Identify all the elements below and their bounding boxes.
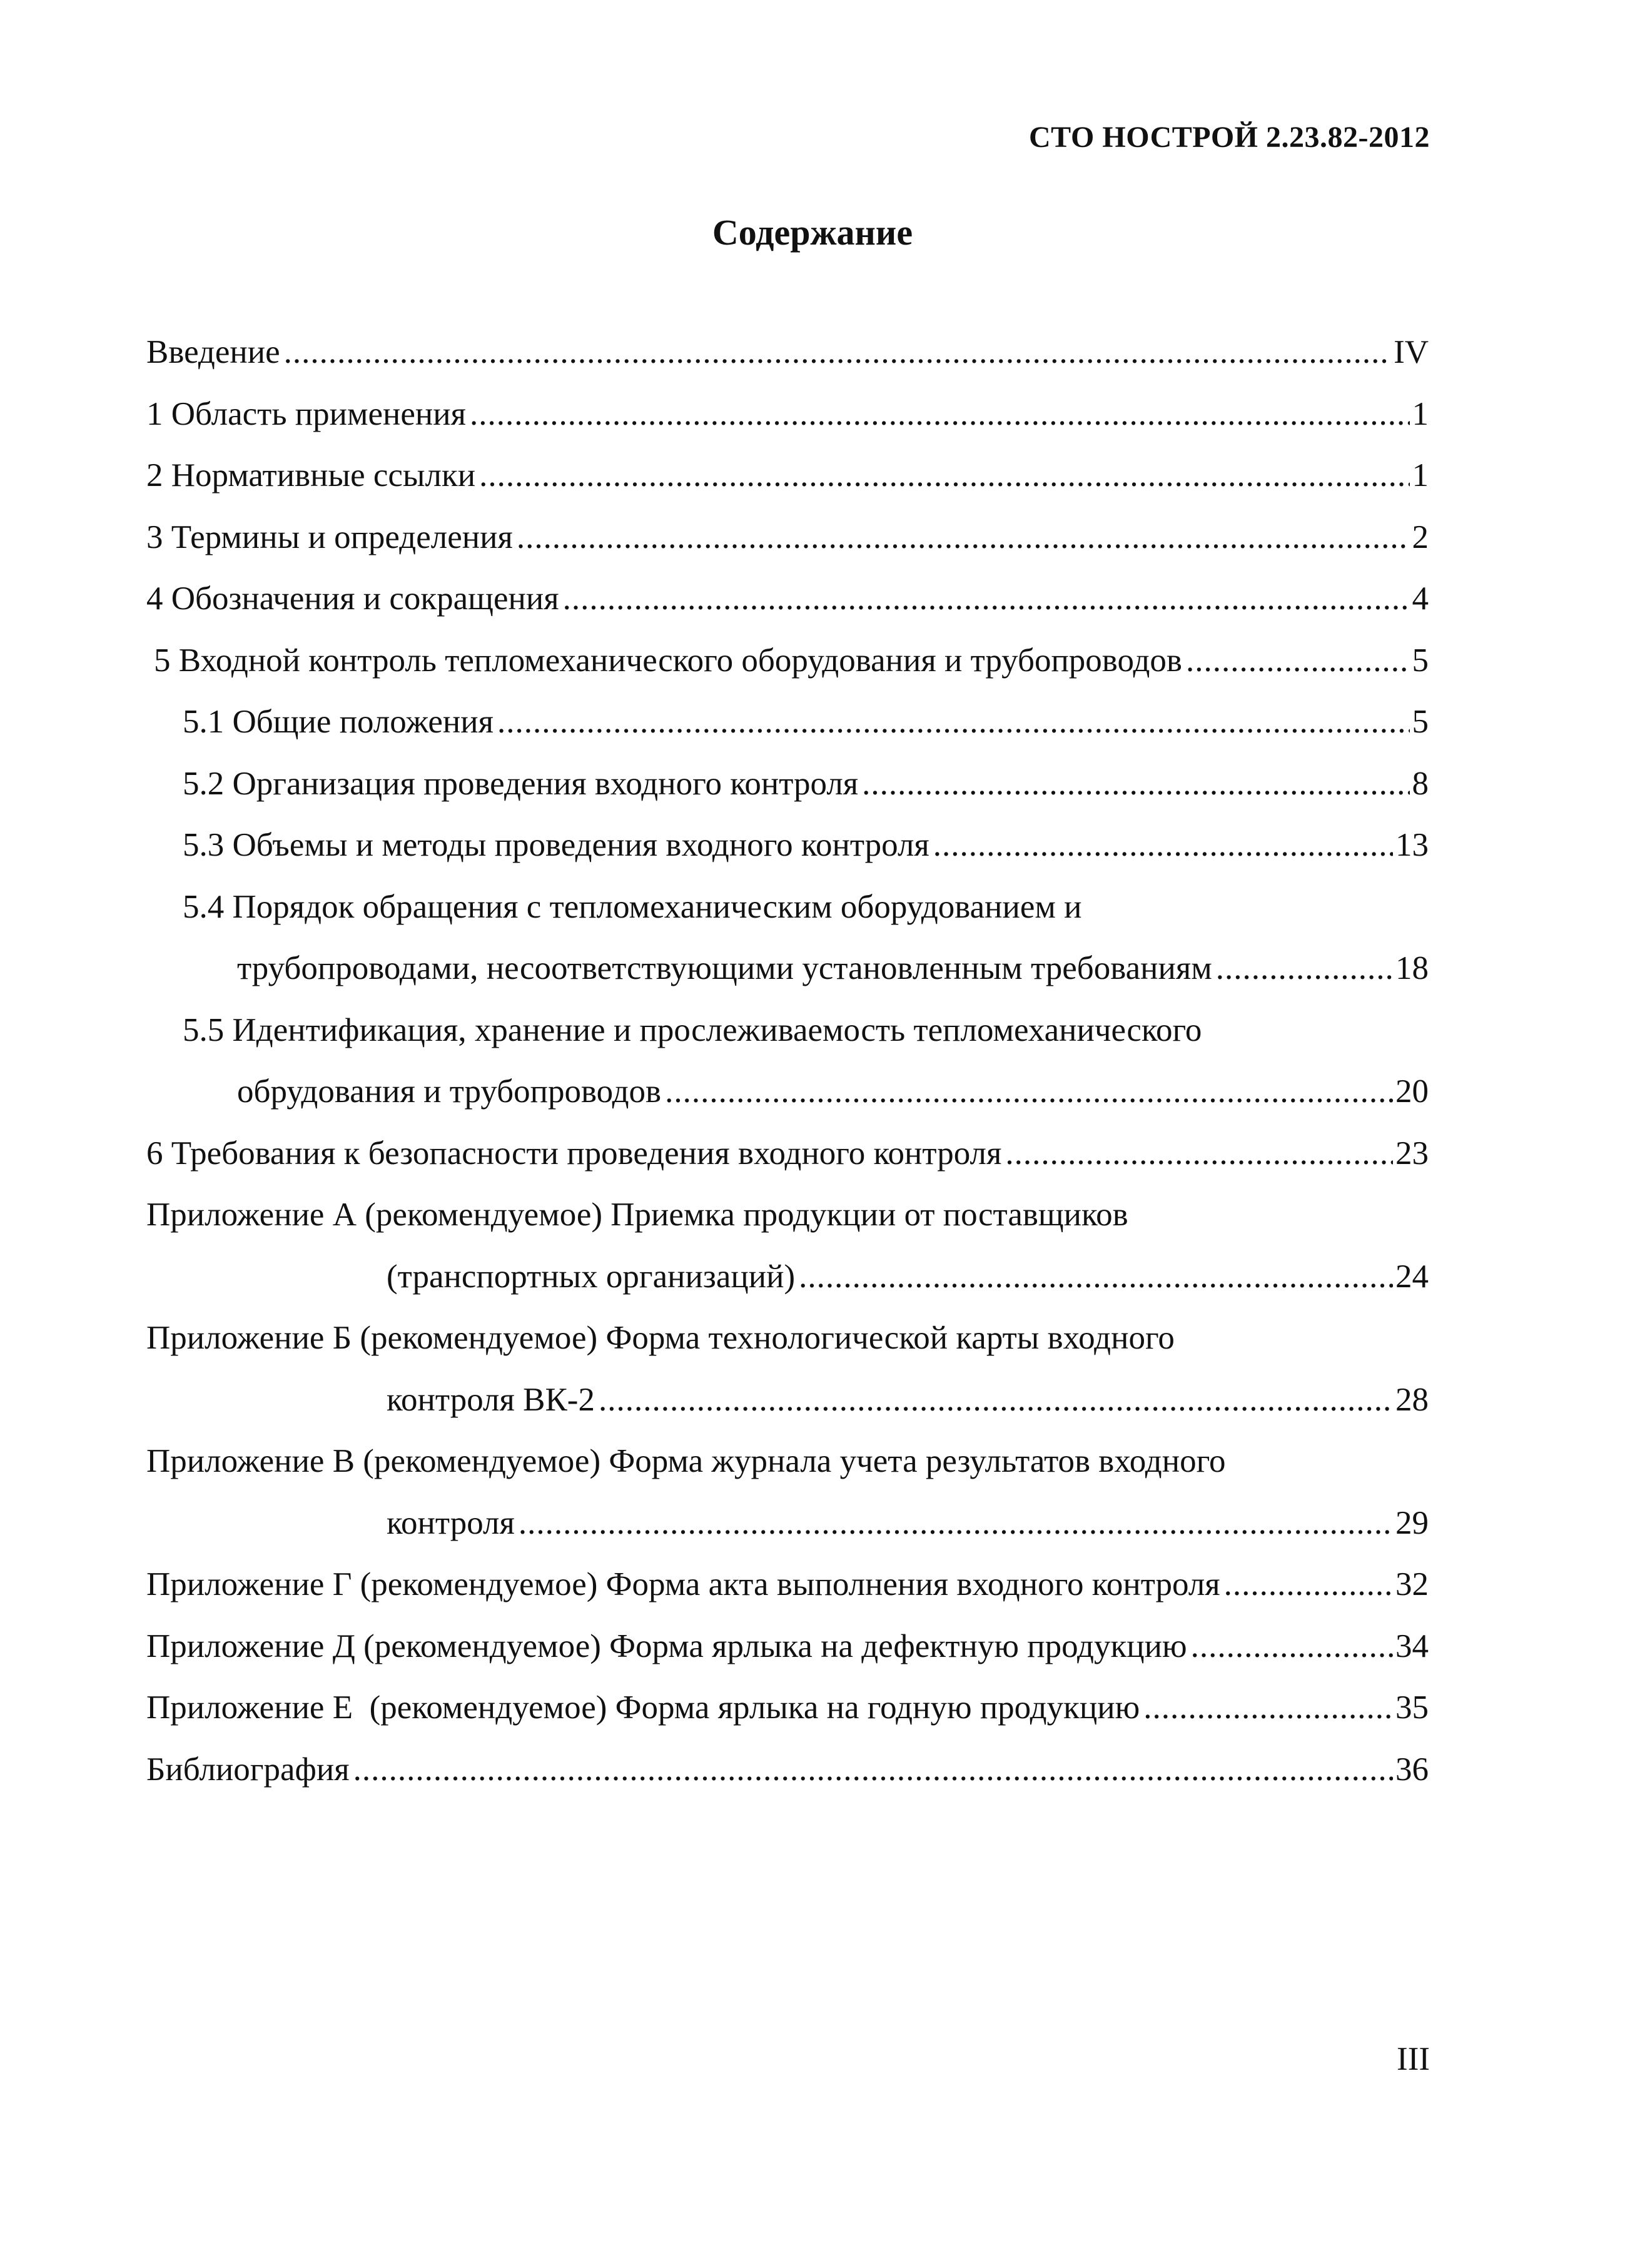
toc-leader-dots [284, 321, 1391, 383]
toc-entry-label: (транспортных организаций) [387, 1246, 797, 1308]
toc-entry-section-4[interactable] [146, 568, 1429, 630]
toc-entry-page: 1 [1412, 457, 1429, 494]
toc-entry-section-5-1[interactable] [146, 691, 1429, 753]
toc-entry-appendix-b-cont[interactable] [146, 1369, 1429, 1431]
toc-entry-label: Приложение Г (рекомендуемое) Форма акта выполнения входного контроля [146, 1554, 1223, 1616]
toc-entry-page: 20 [1395, 1073, 1429, 1110]
toc-entry-appendix-a[interactable] [146, 1184, 1429, 1246]
toc-entry-section-1[interactable] [146, 383, 1429, 445]
toc-entry-label: 5.4 Порядок обращения с тепломеханическим оборудованием и [183, 876, 1085, 938]
toc-entry-page: 13 [1395, 827, 1429, 863]
document-code: СТО НОСТРОЙ 2.23.82-2012 [1028, 121, 1430, 154]
toc-entry-appendix-d[interactable] [146, 1616, 1429, 1678]
toc-leader-dots [1191, 1616, 1393, 1678]
toc-entry-appendix-v[interactable] [146, 1430, 1429, 1492]
toc-entry-label: 3 Термины и определения [146, 507, 515, 569]
toc-entry-section-6[interactable] [146, 1123, 1429, 1185]
toc-leader-dots [353, 1739, 1393, 1801]
toc-entry-appendix-g[interactable] [146, 1554, 1429, 1616]
toc-entry-page: 1 [1412, 395, 1429, 432]
toc-entry-page: 4 [1412, 580, 1429, 617]
table-of-contents [146, 321, 1429, 1800]
page-title: Содержание [712, 212, 913, 253]
toc-entry-label: Приложение Б (рекомендуемое) Форма технологической карты входного [146, 1307, 1177, 1369]
toc-entry-page: 5 [1412, 704, 1429, 740]
toc-leader-dots [479, 445, 1409, 507]
toc-entry-section-5-5[interactable] [146, 1000, 1429, 1061]
toc-entry-label: 5.2 Организация проведения входного контроля [183, 753, 861, 815]
toc-leader-dots [799, 1246, 1393, 1308]
toc-entry-section-5-5-cont[interactable] [146, 1061, 1429, 1123]
toc-entry-section-5-4-cont[interactable] [146, 938, 1429, 1000]
toc-entry-page: 18 [1395, 950, 1429, 986]
toc-entry-label: Приложение В (рекомендуемое) Форма журнала учета результатов входного [146, 1430, 1228, 1492]
toc-entry-appendix-a-cont[interactable] [146, 1246, 1429, 1308]
toc-entry-label: Приложение Д (рекомендуемое) Форма ярлыка на дефектную продукцию [146, 1616, 1190, 1678]
toc-leader-dots [517, 507, 1410, 569]
toc-entry-label: Введение [146, 321, 283, 383]
toc-leader-dots [665, 1061, 1393, 1123]
toc-leader-dots [599, 1369, 1393, 1431]
toc-entry-label: Приложение Е (рекомендуемое) Форма ярлыка на годную продукцию [146, 1677, 1142, 1739]
toc-entry-label: 6 Требования к безопасности проведения входного контроля [146, 1123, 1004, 1185]
toc-leader-dots [1224, 1554, 1393, 1616]
toc-entry-label: 1 Область применения [146, 383, 468, 445]
toc-leader-dots [519, 1492, 1393, 1554]
page-number: III [1397, 2041, 1430, 2077]
toc-entry-section-5-4[interactable] [146, 876, 1429, 938]
toc-entry-label: 5.3 Объемы и методы проведения входного контроля [183, 814, 932, 876]
toc-leader-dots [497, 691, 1409, 753]
toc-leader-dots [862, 753, 1409, 815]
toc-entry-label: 5 Входной контроль тепломеханического оборудования и трубопроводов [154, 630, 1185, 692]
toc-entry-introduction[interactable] [146, 321, 1429, 383]
toc-entry-label: 4 Обозначения и сокращения [146, 568, 562, 630]
toc-entry-appendix-v-cont[interactable] [146, 1492, 1429, 1554]
toc-entry-page: 5 [1412, 642, 1429, 679]
toc-entry-label: контроля ВК-2 [387, 1369, 597, 1431]
toc-entry-section-5-2[interactable] [146, 753, 1429, 815]
toc-leader-dots [470, 383, 1409, 445]
toc-entry-page: 2 [1412, 519, 1429, 555]
toc-entry-label: обрудования и трубопроводов [237, 1061, 664, 1123]
toc-entry-appendix-e[interactable] [146, 1677, 1429, 1739]
toc-entry-page: 36 [1395, 1751, 1429, 1788]
toc-leader-dots [933, 814, 1393, 876]
toc-entry-label: 2 Нормативные ссылки [146, 445, 478, 507]
toc-entry-page: 34 [1395, 1628, 1429, 1664]
toc-entry-label: Библиография [146, 1739, 352, 1801]
toc-leader-dots [1216, 938, 1393, 1000]
toc-entry-section-2[interactable] [146, 445, 1429, 507]
toc-entry-page: 8 [1412, 765, 1429, 802]
toc-entry-section-5[interactable] [146, 630, 1429, 692]
toc-entry-page: 28 [1395, 1381, 1429, 1418]
toc-entry-appendix-b[interactable] [146, 1307, 1429, 1369]
toc-entry-page: 35 [1395, 1689, 1429, 1726]
toc-entry-section-5-3[interactable] [146, 814, 1429, 876]
toc-leader-dots [1143, 1677, 1393, 1739]
toc-leader-dots [1186, 630, 1410, 692]
toc-leader-dots [563, 568, 1410, 630]
toc-entry-label: контроля [387, 1492, 517, 1554]
toc-entry-page: 29 [1395, 1504, 1429, 1541]
toc-entry-bibliography[interactable] [146, 1739, 1429, 1801]
toc-entry-page: 32 [1395, 1566, 1429, 1602]
toc-entry-page: 23 [1395, 1135, 1429, 1172]
toc-entry-label: трубопроводами, несоответствующими установленным требованиям [237, 938, 1215, 1000]
toc-entry-label: 5.5 Идентификация, хранение и прослеживаемость тепломеханического [183, 1000, 1204, 1061]
toc-leader-dots [1005, 1123, 1393, 1185]
toc-entry-label: 5.1 Общие положения [183, 691, 496, 753]
toc-entry-section-3[interactable] [146, 507, 1429, 569]
toc-entry-label: Приложение А (рекомендуемое) Приемка продукции от поставщиков [146, 1184, 1131, 1246]
toc-entry-page: 24 [1395, 1258, 1429, 1295]
toc-entry-page: IV [1394, 334, 1429, 370]
